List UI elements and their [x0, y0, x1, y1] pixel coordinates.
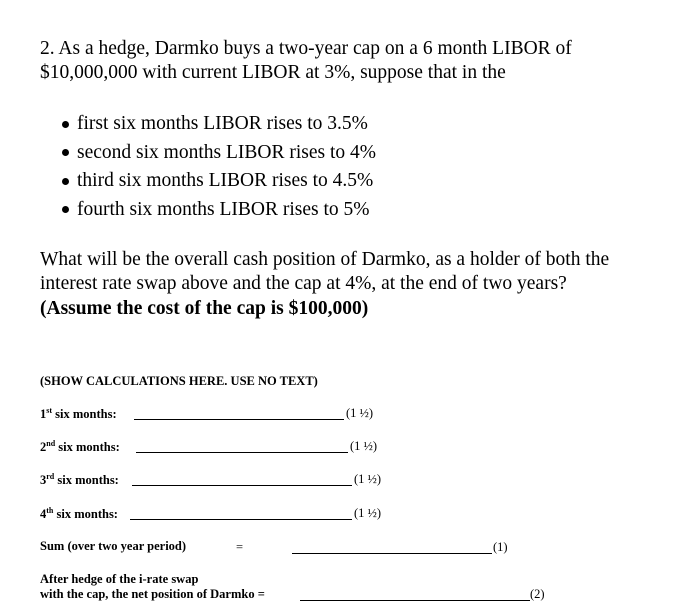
points-label: (1 ½) — [350, 439, 378, 453]
points-label: (1 ½) — [346, 406, 374, 420]
row-label: 2nd six months: — [40, 439, 120, 454]
answer-line-1[interactable] — [134, 419, 344, 420]
bullet-icon — [62, 149, 69, 156]
instruction-text: (SHOW CALCULATIONS HERE. USE NO TEXT) — [40, 374, 318, 388]
sum-equals: = — [236, 540, 244, 554]
question-line-2: $10,000,000 with current LIBOR at 3%, suppose that in the — [40, 62, 506, 83]
bullet-icon — [62, 206, 69, 213]
points-label: (1 ½) — [354, 506, 382, 520]
assumption-text: (Assume the cost of the cap is $100,000) — [40, 298, 369, 319]
net-position-answer-line[interactable] — [300, 600, 530, 601]
points-label: (1 ½) — [354, 472, 382, 486]
question-line-1: 2. As a hedge, Darmko buys a two-year cap on a 6 month LIBOR of — [40, 38, 572, 59]
answer-line-4[interactable] — [130, 519, 352, 520]
after-hedge-line-1: After hedge of the i-rate swap — [40, 572, 199, 586]
prompt-line-2: interest rate swap above and the cap at 4%, at the end of two years? — [40, 273, 567, 294]
net-position-points: (2) — [530, 587, 545, 601]
bullet-item: first six months LIBOR rises to 3.5% — [62, 110, 376, 139]
bullet-item: second six months LIBOR rises to 4% — [62, 139, 376, 168]
bullet-icon — [62, 121, 69, 128]
row-label: 4th six months: — [40, 506, 118, 521]
bullet-item: third six months LIBOR rises to 4.5% — [62, 167, 376, 196]
answer-line-3[interactable] — [132, 485, 352, 486]
sum-points: (1) — [493, 540, 508, 554]
after-hedge-line-2: with the cap, the net position of Darmko = — [40, 587, 265, 601]
prompt-line-1: What will be the overall cash position of Darmko, as a holder of both the — [40, 249, 610, 270]
sum-label: Sum (over two year period) — [40, 539, 187, 553]
row-label: 1st six months: — [40, 406, 117, 421]
bullet-icon — [62, 178, 69, 185]
bullet-item: fourth six months LIBOR rises to 5% — [62, 196, 376, 225]
sum-answer-line[interactable] — [292, 553, 492, 554]
answer-line-2[interactable] — [136, 452, 348, 453]
libor-bullet-list — [62, 110, 376, 224]
row-label: 3rd six months: — [40, 472, 119, 487]
